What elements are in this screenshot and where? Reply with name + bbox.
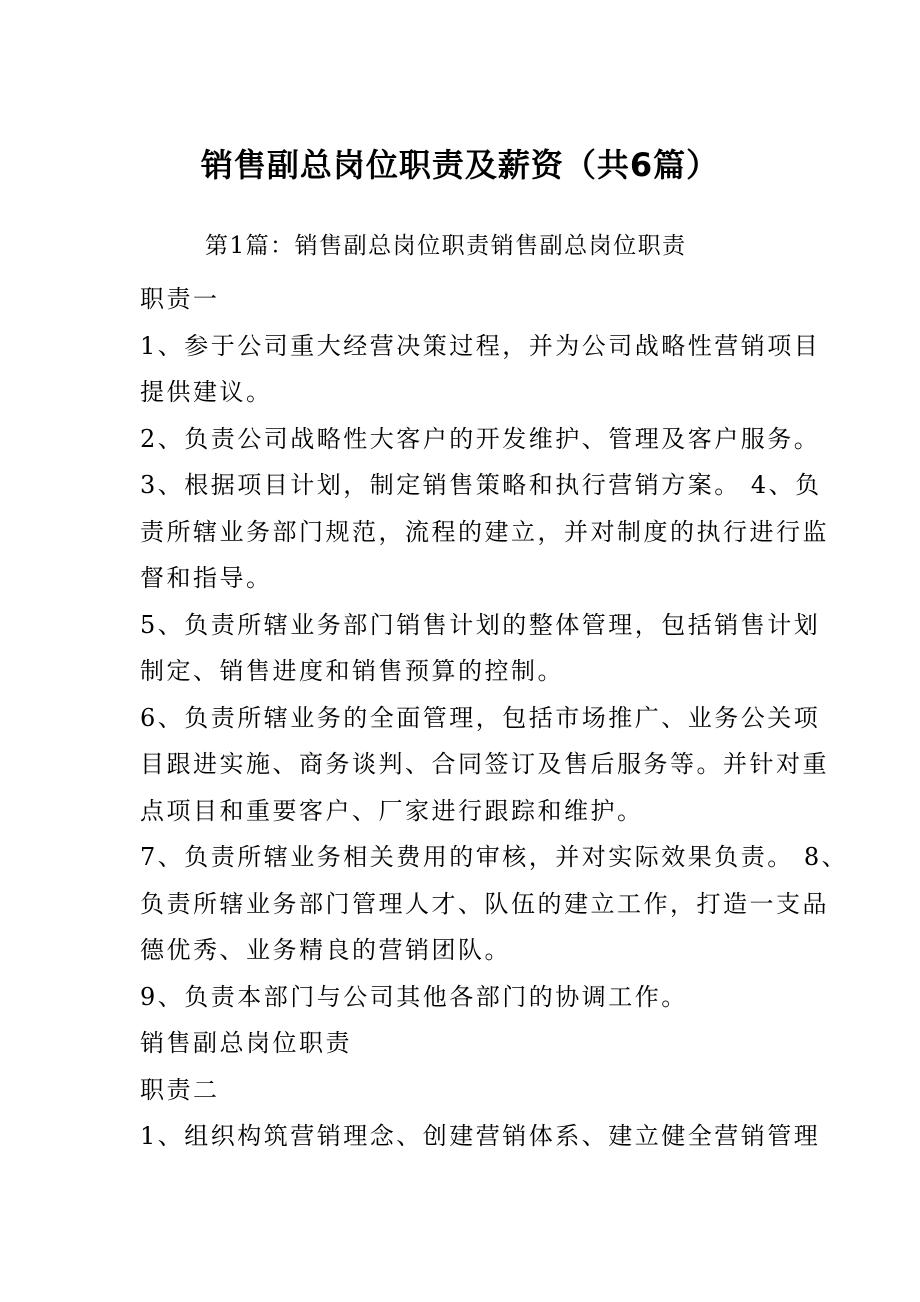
- paragraph: [140, 1113, 821, 1160]
- text-line: 制定、销售进度和销售预算的控制。: [140, 657, 564, 685]
- text-line: 责所辖业务部门规范，流程的建立，并对制度的执行进行监: [140, 517, 829, 546]
- text-line: 德优秀、业务精良的营销团队。: [140, 936, 511, 964]
- document-title: 销售副总岗位职责及薪资（共6篇）: [200, 146, 720, 184]
- text-line: 7、负责所辖业务相关费用的审核，并对实际效果负责。 8、: [140, 843, 849, 871]
- text-line: 职责二: [140, 1075, 220, 1104]
- paragraph: [140, 1020, 790, 1067]
- text-line: 9、负责本部门与公司其他各部门的协调工作。: [140, 982, 688, 1011]
- text-line: 提供建议。: [140, 378, 273, 406]
- paragraph: [140, 276, 790, 323]
- paragraph: [140, 602, 821, 695]
- text-line: 2、负责公司战略性大客户的开发维护、管理及客户服务。: [140, 424, 821, 453]
- paragraph: [140, 323, 821, 416]
- document-subtitle: 第1篇：销售副总岗位职责销售副总岗位职责: [205, 233, 687, 259]
- text-line: 5、负责所辖业务部门销售计划的整体管理，包括销售计划: [140, 610, 821, 639]
- paragraph: [140, 974, 790, 1021]
- text-line: 1、组织构筑营销理念、创建营销体系、建立健全营销管理: [140, 1122, 821, 1150]
- paragraph: [140, 834, 849, 974]
- text-line: 目跟进实施、商务谈判、合同签订及售后服务等。并针对重: [140, 750, 829, 778]
- document-body: [140, 276, 849, 1160]
- text-line: 点项目和重要客户、厂家进行跟踪和维护。: [140, 796, 644, 825]
- text-line: 1、参于公司重大经营决策过程，并为公司战略性营销项目: [140, 331, 821, 360]
- paragraph: [140, 1067, 790, 1114]
- paragraph: [140, 416, 821, 463]
- text-line: 督和指导。: [140, 564, 273, 592]
- text-line: 销售副总岗位职责: [140, 1029, 352, 1057]
- paragraph: [140, 695, 829, 835]
- text-line: 职责一: [140, 285, 220, 313]
- text-line: 负责所辖业务部门管理人才、队伍的建立工作，打造一支品: [140, 889, 829, 918]
- text-line: 3、根据项目计划，制定销售策略和执行营销方案。 4、负: [140, 471, 822, 499]
- paragraph: [140, 462, 829, 602]
- text-line: 6、负责所辖业务的全面管理，包括市场推广、业务公关项: [140, 703, 821, 732]
